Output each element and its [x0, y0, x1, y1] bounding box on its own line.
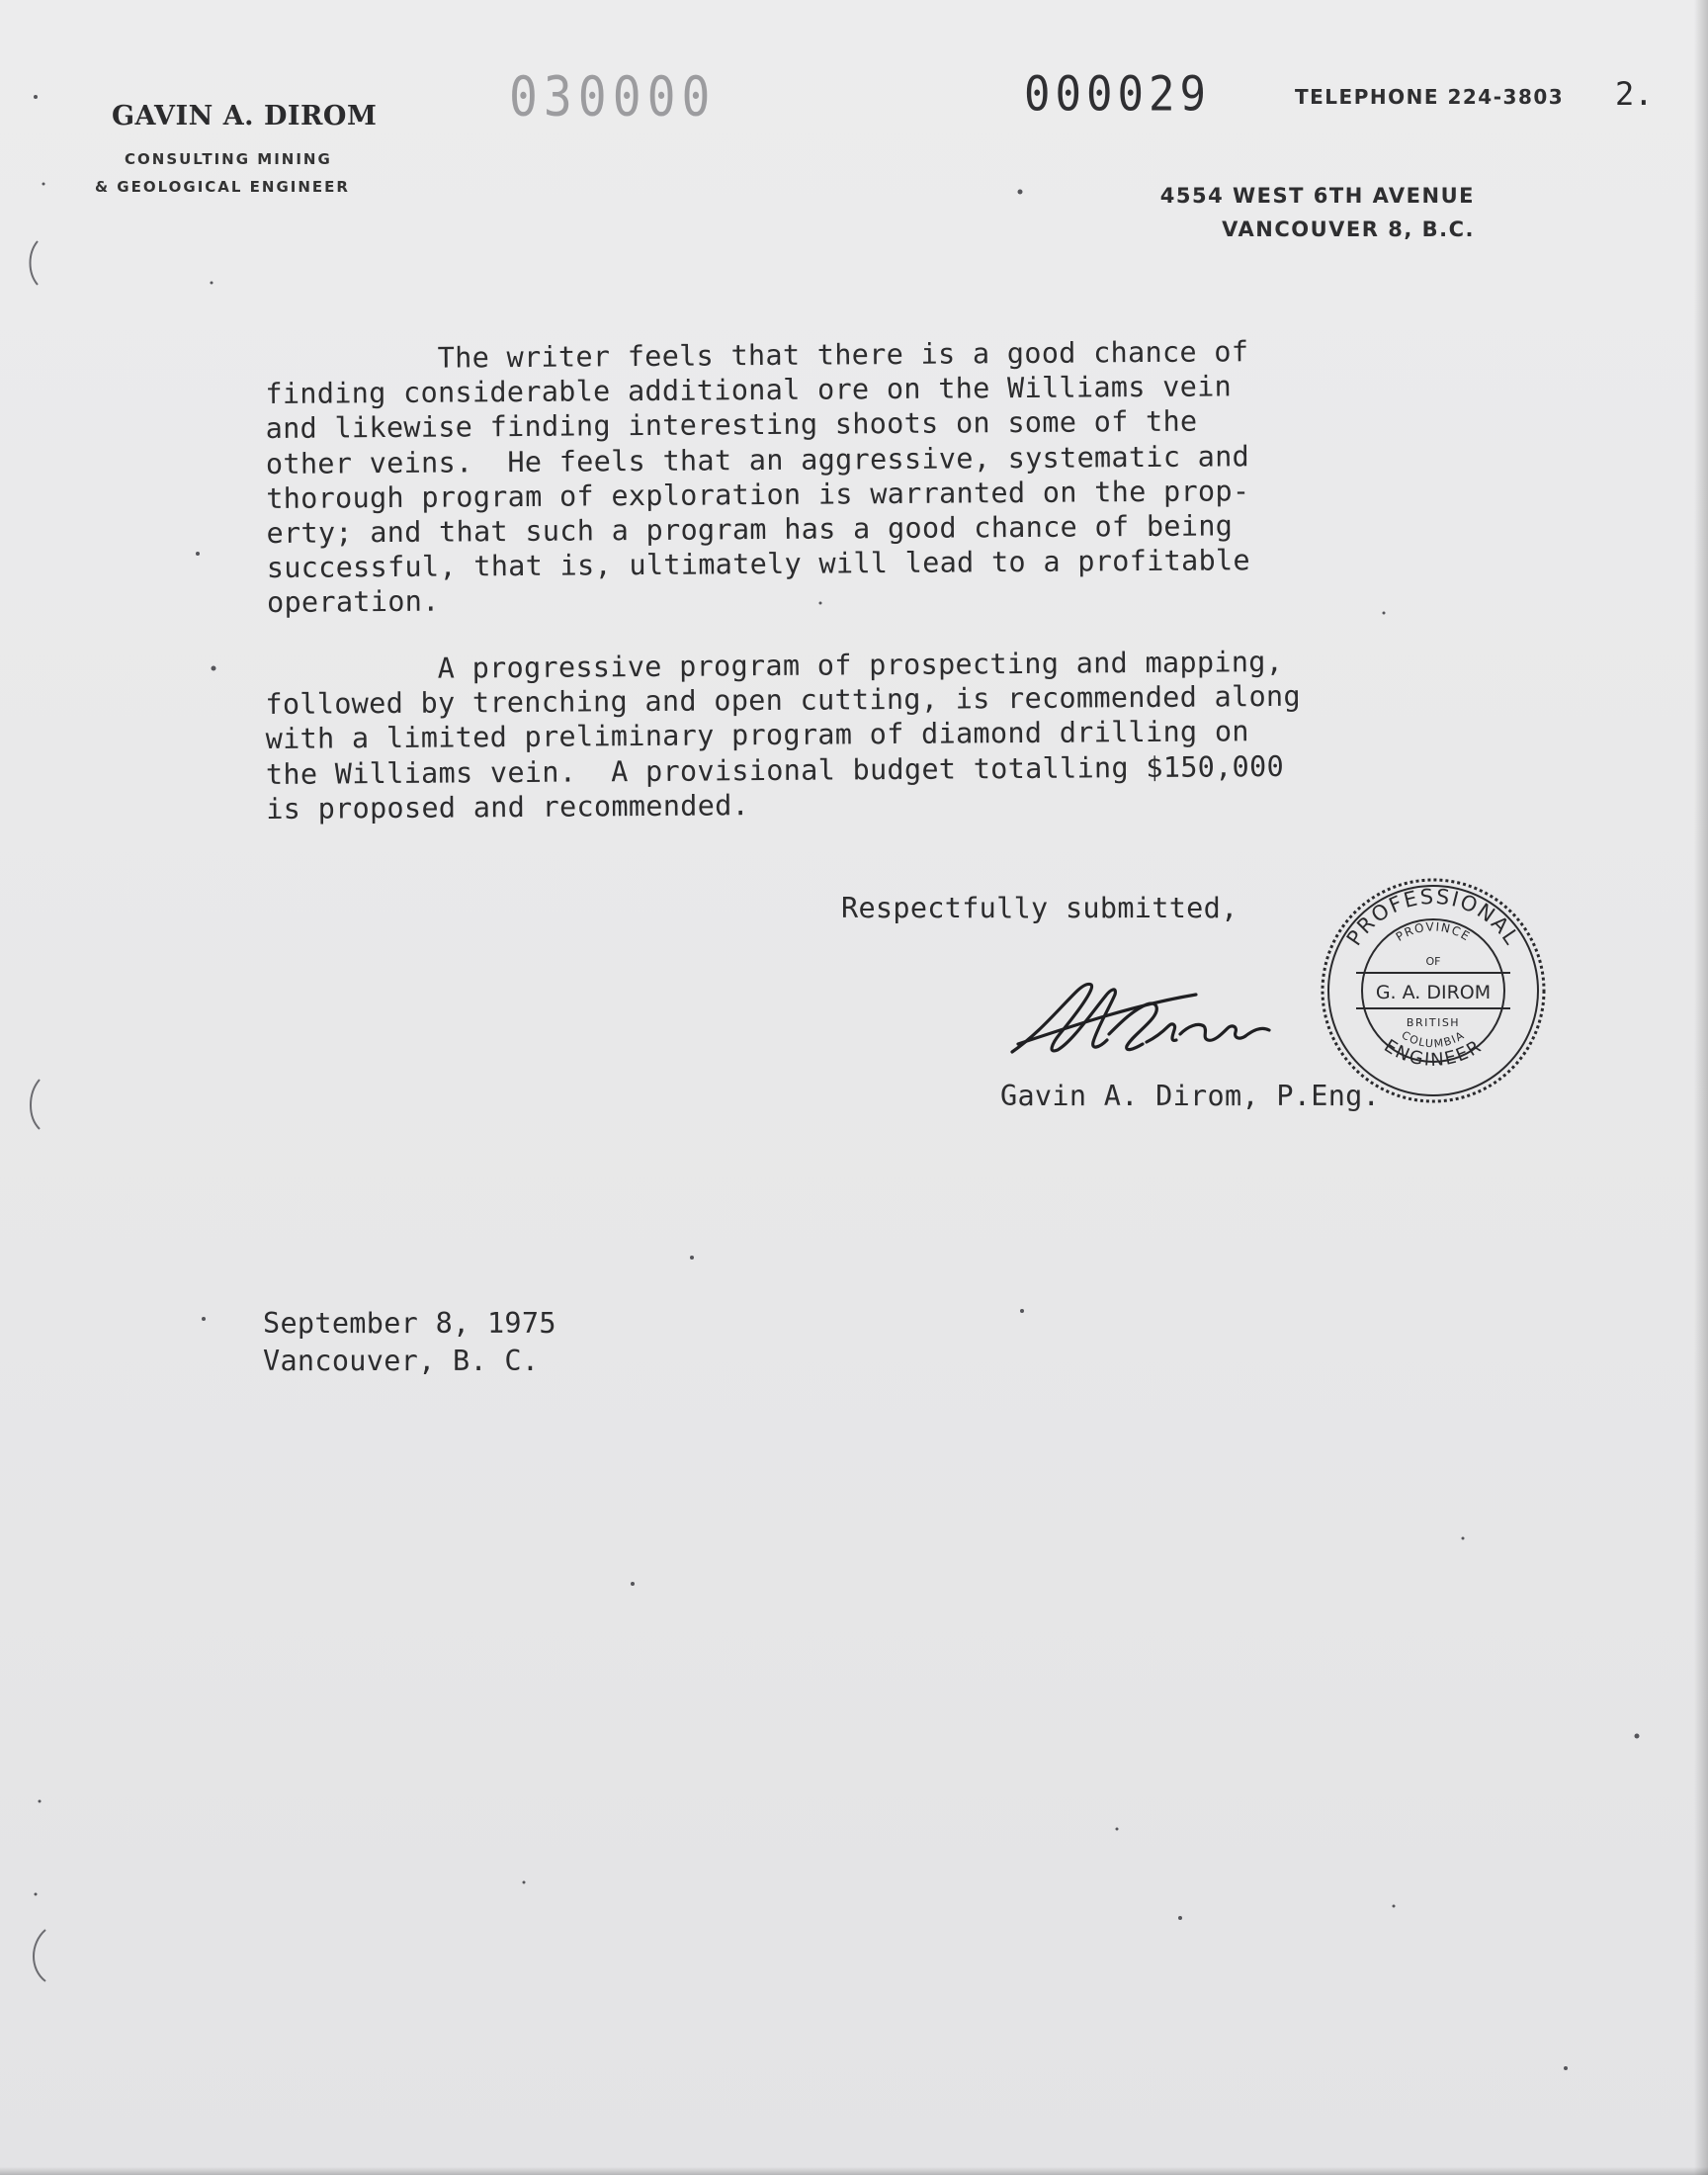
- faded-serial-number: 030000: [509, 64, 717, 130]
- signer-name: Gavin A. Dirom, P.Eng.: [1000, 1080, 1381, 1112]
- seal-bottom-text: ENGINEER: [1380, 1035, 1487, 1072]
- paragraph-line: erty; and that such a program has a good chance of being: [266, 509, 1234, 551]
- paragraph-line: A progressive program of prospecting and mapping,: [265, 645, 1284, 686]
- paragraph-line: with a limited preliminary program of diamond drilling on: [265, 715, 1249, 756]
- seal-province-text: PROVINCE: [1393, 919, 1474, 944]
- professional-engineer-seal: [1317, 874, 1550, 1107]
- letterhead-address: [1087, 179, 1475, 246]
- body-paragraph-2: [265, 643, 1511, 826]
- letter-date: September 8, 1975: [263, 1307, 556, 1340]
- letterhead-telephone: TELEPHONE 224-3803: [1295, 85, 1565, 109]
- address-line-2: VANCOUVER 8, B.C.: [1222, 218, 1475, 241]
- seal-top-text: PROFESSIONAL: [1341, 884, 1525, 950]
- paragraph-line: finding considerable additional ore on the Williams vein: [265, 370, 1233, 411]
- paragraph-line: operation.: [266, 585, 440, 620]
- letterhead-title-line2: & GEOLOGICAL ENGINEER: [95, 178, 350, 196]
- paragraph-line: is proposed and recommended.: [266, 788, 750, 826]
- page-number: 2.: [1615, 75, 1654, 113]
- page-edge-right: [1694, 0, 1708, 2175]
- svg-text:PROVINCE: [1394, 919, 1474, 944]
- closing-salutation: Respectfully submitted,: [841, 892, 1238, 924]
- paragraph-line: other veins. He feels that an aggressive, systematic and: [265, 439, 1250, 480]
- seal-name-text: G. A. DIROM: [1375, 982, 1492, 1003]
- paragraph-line: successful, that is, ultimately will lead to a profitable: [266, 544, 1251, 585]
- paragraph-line: The writer feels that there is a good chance of: [265, 335, 1249, 376]
- letterhead-title-line1: CONSULTING MINING: [125, 150, 332, 168]
- handwritten-signature: [998, 965, 1364, 1074]
- seal-british-text: BRITISH: [1406, 1016, 1461, 1029]
- paragraph-line: followed by trenching and open cutting, is recommended along: [265, 679, 1302, 722]
- serial-number: 000029: [1024, 66, 1211, 123]
- seal-of-text: OF: [1425, 955, 1441, 968]
- seal-columbia-text: COLUMBIA: [1399, 1028, 1468, 1051]
- paragraph-line: and likewise finding interesting shoots on some of the: [265, 404, 1198, 446]
- page-edge-bottom: [0, 2167, 1708, 2175]
- address-line-1: 4554 WEST 6TH AVENUE: [1159, 184, 1475, 208]
- letterhead-name: GAVIN A. DIROM: [112, 101, 378, 131]
- svg-text:PROFESSIONAL: [1342, 885, 1524, 950]
- letter-place: Vancouver, B. C.: [263, 1345, 540, 1377]
- date-place-block: [263, 1305, 556, 1380]
- body-paragraph-1: [265, 332, 1512, 621]
- paragraph-line: the Williams vein. A provisional budget totalling $150,000: [265, 749, 1285, 791]
- paragraph-line: thorough program of exploration is warranted on the prop-: [266, 474, 1250, 515]
